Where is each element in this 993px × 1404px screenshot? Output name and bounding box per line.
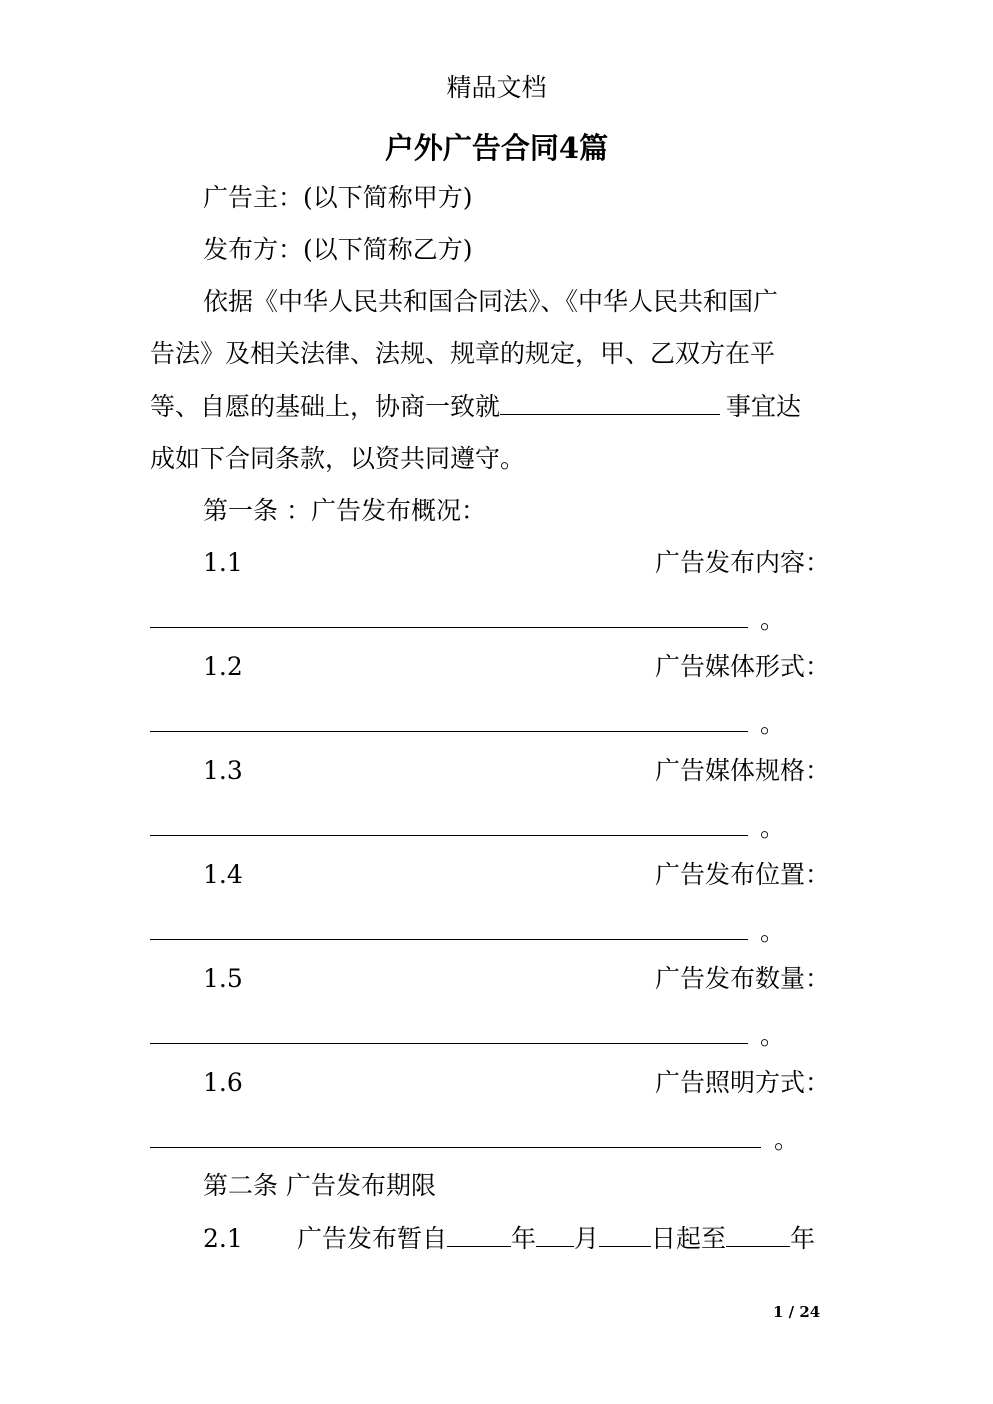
item-end: 。 <box>760 917 786 946</box>
intro-line-2: 告法》及相关法律、法规、规章的规定，甲、乙双方在平 <box>150 339 776 368</box>
intro-line-3-text: 等、自愿的基础上，协商一致就 <box>150 392 501 421</box>
intro-line-1: 依据《中华人民共和国合同法》、《中华人民共和国广 <box>203 287 779 316</box>
item-number: 1.5 <box>203 964 243 993</box>
document-title: 户外广告合同4篇 <box>384 131 609 165</box>
intro-line-4: 成如下合同条款，以资共同遵守。 <box>150 444 526 473</box>
item-end: 。 <box>760 1021 786 1050</box>
item-blank-line <box>150 627 748 628</box>
clause-2-1-number: 2.1 <box>203 1224 243 1253</box>
day-label: 日起至 <box>651 1224 727 1253</box>
item-label: 广告媒体形式： <box>655 652 831 681</box>
item-end: 。 <box>774 1125 800 1154</box>
item-number: 1.3 <box>203 756 243 785</box>
item-label: 广告发布内容： <box>655 548 831 577</box>
year-label: 年 <box>790 1224 816 1253</box>
intro-line-3-end: 事宜达 <box>726 392 802 421</box>
clause-2-1-text <box>297 1221 815 1257</box>
item-blank-line <box>150 835 748 836</box>
page-header: 精品文档 <box>446 73 547 102</box>
matter-blank <box>500 392 720 415</box>
item-number: 1.2 <box>203 652 243 681</box>
item-end: 。 <box>760 605 786 634</box>
article1-heading: 第一条 ：广告发布概况： <box>203 496 486 525</box>
month-label: 月 <box>574 1224 600 1253</box>
item-blank-line <box>150 731 748 732</box>
item-label: 广告媒体规格： <box>655 756 831 785</box>
day-blank <box>599 1224 651 1247</box>
year-blank <box>726 1224 790 1247</box>
item-label: 广告照明方式： <box>655 1068 831 1097</box>
intro-line-3 <box>150 389 801 425</box>
clause-2-1-lead: 广告发布暂自 <box>297 1224 448 1253</box>
item-number: 1.1 <box>203 548 243 577</box>
party-a-line: 广告主：(以下简称甲方) <box>203 183 473 212</box>
month-blank <box>536 1224 574 1247</box>
item-end: 。 <box>760 813 786 842</box>
year-label: 年 <box>511 1224 537 1253</box>
item-number: 1.6 <box>203 1068 243 1097</box>
item-label: 广告发布数量： <box>655 964 831 993</box>
page-number: 1 / 24 <box>773 1303 821 1321</box>
item-end: 。 <box>760 709 786 738</box>
year-blank <box>447 1224 511 1247</box>
item-number: 1.4 <box>203 860 243 889</box>
party-b-line: 发布方：(以下简称乙方) <box>203 235 473 264</box>
item-blank-line <box>150 1147 761 1148</box>
item-blank-line <box>150 1043 748 1044</box>
item-blank-line <box>150 939 748 940</box>
article2-heading: 第二条 广告发布期限 <box>203 1171 436 1200</box>
item-label: 广告发布位置： <box>655 860 831 889</box>
